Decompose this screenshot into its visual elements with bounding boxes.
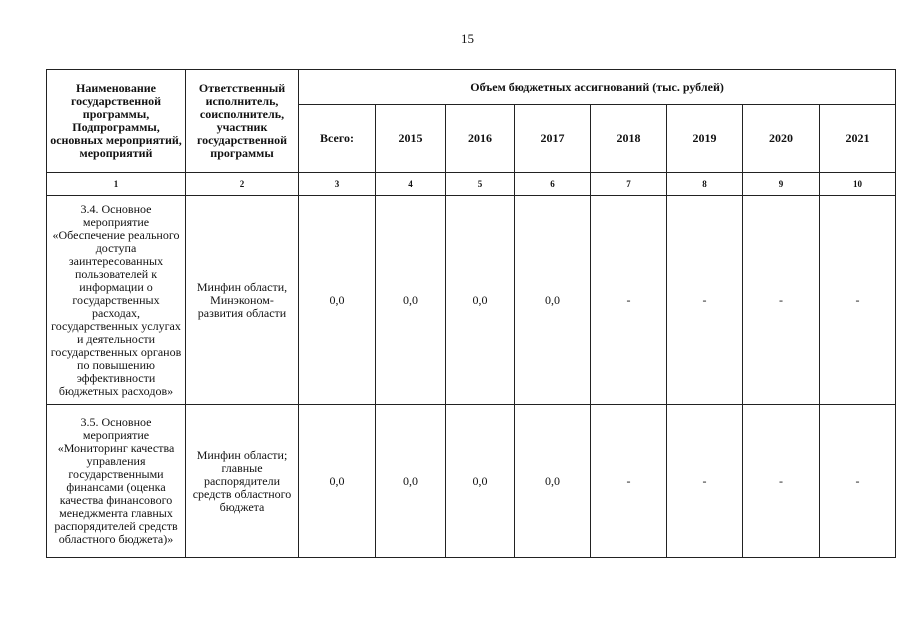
measure-executor: Минфин области; главные распорядители средств областного бюджета — [186, 405, 299, 558]
column-number: 5 — [446, 173, 515, 196]
column-number: 4 — [376, 173, 446, 196]
page-number: 15 — [461, 31, 474, 46]
header-budget: Объем бюджетных ассигнований (тыс. рублей) — [299, 70, 896, 105]
value-year: 0,0 — [376, 196, 446, 405]
header-year: 2015 — [376, 105, 446, 173]
value-year: 0,0 — [446, 405, 515, 558]
column-number: 1 — [47, 173, 186, 196]
header-year: 2016 — [446, 105, 515, 173]
value-year: 0,0 — [515, 196, 591, 405]
value-year: - — [667, 405, 743, 558]
value-year: - — [743, 196, 820, 405]
header-name: Наименование государственной программы, Подпрограммы, основных мероприятий, мероприятий — [47, 70, 186, 173]
value-year: - — [591, 196, 667, 405]
value-total: 0,0 — [299, 405, 376, 558]
header-row — [47, 70, 896, 105]
column-number: 8 — [667, 173, 743, 196]
value-year: - — [591, 405, 667, 558]
header-executor: Ответственный исполнитель, соисполнитель, участник государственной программы — [186, 70, 299, 173]
header-year: 2017 — [515, 105, 591, 173]
column-number: 6 — [515, 173, 591, 196]
header-year: 2018 — [591, 105, 667, 173]
value-year: 0,0 — [376, 405, 446, 558]
value-year: - — [743, 405, 820, 558]
budget-table — [46, 69, 896, 558]
value-total: 0,0 — [299, 196, 376, 405]
column-number-row — [47, 173, 896, 196]
column-number: 3 — [299, 173, 376, 196]
measure-name: 3.5. Основное мероприятие «Мониторинг качества управления государственными финансами (оценка качества финансового менеджмента главных распорядителей средств областного бюджета)» — [47, 405, 186, 558]
measure-executor: Минфин области, Минэконом-развития области — [186, 196, 299, 405]
header-year: 2021 — [820, 105, 896, 173]
value-year: 0,0 — [515, 405, 591, 558]
column-number: 7 — [591, 173, 667, 196]
header-year: 2020 — [743, 105, 820, 173]
value-year: - — [820, 196, 896, 405]
value-year: - — [820, 405, 896, 558]
table-row — [47, 196, 896, 405]
table-row — [47, 405, 896, 558]
value-year: 0,0 — [446, 196, 515, 405]
value-year: - — [667, 196, 743, 405]
header-year: 2019 — [667, 105, 743, 173]
measure-name: 3.4. Основное мероприятие «Обеспечение реального доступа заинтересованных пользователей к информации о государственных расходах, государственных услугах и деятельности государственных органов по повышению эффективности бюджетных расходов» — [47, 196, 186, 405]
header-total: Всего: — [299, 105, 376, 173]
column-number: 10 — [820, 173, 896, 196]
column-number: 9 — [743, 173, 820, 196]
column-number: 2 — [186, 173, 299, 196]
